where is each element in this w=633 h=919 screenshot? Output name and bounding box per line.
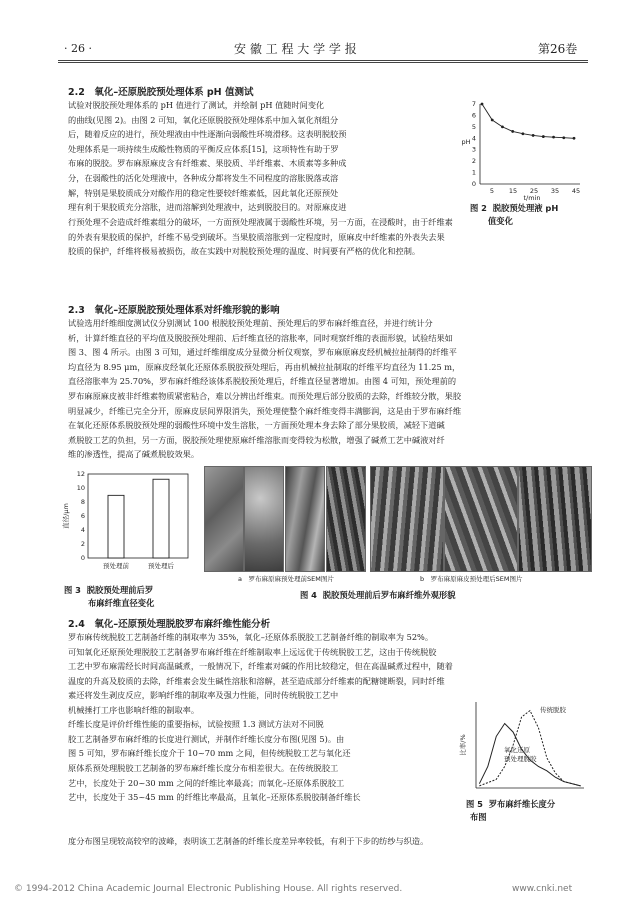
figure-3-number: 图 3: [64, 585, 81, 595]
figure-5-length-chart: [458, 690, 590, 798]
data-point: [562, 136, 565, 139]
sem-photo-a2: [244, 466, 284, 572]
y-tick-label: 8: [80, 498, 85, 506]
text-line: 试验对脱胶预处理体系的 pH 值进行了测试，并绘制 pH 值随时间变化: [68, 100, 325, 110]
text-line: 后，随着反应的进行，预处理液由中性逐渐向弱酸性环境滑移。这表明脱胶预: [68, 129, 347, 140]
y-axis-label: pH: [461, 138, 471, 146]
figure-5-caption: [466, 798, 555, 810]
figure-3-caption-line2: 布麻纤维直径变化: [88, 598, 155, 608]
text-line: 图 5 可知，罗布麻纤维长度介于 10~70 mm 之间，但传统脱胶工艺与氧化还: [68, 748, 351, 759]
data-point: [501, 125, 504, 128]
section-2-3-heading: 2.3 氧化–还原脱胶预处理体系对纤维形貌的影响: [68, 305, 280, 316]
y-axis-label: 比率/%: [459, 734, 467, 756]
text-line: 可知氧化还原预处理脱胶工艺制备罗布麻纤维在纤维制取率上远远优于传统脱胶工艺，这由于传统脱胶: [68, 646, 437, 657]
text-line: 的外表有果胶质的保护，纤维不易受到破坏。当果胶质溶胀到一定程度时，原麻皮中纤维素的外表失去果: [68, 231, 445, 242]
figure-3-caption: [64, 584, 153, 596]
data-point: [481, 103, 484, 106]
y-axis-label: 直径/μm: [62, 503, 70, 529]
text-line: 解，特别是果胶质成分对酸作用的稳定性要较纤维素低，因此氧化还原预处: [68, 187, 339, 198]
text-line: 理有利于果胶质充分溶胀，进而溶解到处理液中，达到脱胶目的。对原麻皮进: [68, 202, 347, 213]
y-tick-label: 0: [471, 180, 476, 188]
copyright-line: © 1994-2012 China Academic Journal Electronic Publishing House. All rights reserved.: [14, 884, 403, 894]
data-point: [552, 136, 555, 139]
text-line: 工艺中罗布麻需经长时间高温碱煮，一般情况下，纤维素对碱的作用比较稳定，但在高温碱煮过程中，随着: [68, 661, 453, 672]
text-line: 艺中，长度处于 20~30 mm 之间的纤维比率最高；而氧化–还原体系脱胶工: [68, 777, 345, 788]
y-tick-label: 2: [80, 540, 85, 548]
x-tick-label: 15: [508, 187, 518, 195]
y-tick-label: 4: [80, 526, 85, 534]
text-line: 素还将发生剥皮反应，影响纤维的制取率及强力性能，同时传统脱胶工艺中: [68, 690, 339, 700]
data-point: [491, 119, 494, 122]
figure-2-ph-chart: [460, 94, 590, 204]
x-tick-label: 25: [529, 187, 539, 195]
page-number: · 26 ·: [64, 42, 92, 55]
figure-4-number: 图 4: [300, 590, 317, 600]
figure-2-caption-line2: 值变化: [488, 216, 513, 226]
y-tick-label: 1: [471, 168, 476, 177]
x-tick-label: 45: [571, 187, 581, 195]
legend-redox-2: 预处理脱胶: [504, 755, 537, 763]
data-point: [521, 132, 524, 135]
x-tick-label: 35: [550, 187, 560, 195]
figure-4-label-a: a 罗布麻原麻预处理前SEM图片: [238, 575, 334, 583]
text-line: 试验选用纤维细度测试仪分别测试 100 根脱胶预处理前、预处理后的罗布麻纤维直径，并进行统计分: [68, 318, 433, 328]
section-2-4-text-last: [68, 834, 588, 849]
figure-4-label-b: b 罗布麻原麻皮预处理后SEM图片: [420, 575, 523, 583]
text-line: 均直径为 8.95 μm，原麻皮经氧化还原体系脱胶预处理后，再由机械拉扯制取的纤维平均直径为 11.25 m，: [68, 361, 461, 372]
figure-3-title: 脱胶预处理前后罗: [86, 585, 154, 595]
text-line: 机械捶打工序也影响纤维的制取率。: [68, 704, 200, 715]
figure-2-title: 脱胶预处理液 pH: [492, 203, 559, 213]
text-line: 胶工艺制备罗布麻纤维的长度进行测试，并制作纤维长度分布图(见图 5)。由: [68, 733, 345, 744]
figure-5-number: 图 5: [466, 799, 483, 809]
text-line: 纤维长度是评价纤维性能的重要指标，试验按照 1.3 测试方法对不同脱: [68, 719, 324, 730]
bar-before: [108, 495, 124, 558]
category-label: 预处理前: [103, 562, 129, 570]
site-link[interactable]: www.cnki.net: [512, 884, 573, 894]
text-line: 胶质的保护，纤维将极易被损伤，故在实践中对脱胶预处理的温度、时间要有严格的优化和控制。: [68, 246, 421, 257]
sem-photo-b1: [285, 466, 325, 572]
figure-4-title: 脱胶预处理前后罗布麻纤维外观形貌: [322, 590, 456, 600]
figure-2-caption: [470, 202, 558, 214]
header-rule-2: [58, 62, 588, 63]
series-redox-line: [479, 711, 580, 786]
text-line: 明显减少，纤维已完全分开，原麻皮层间界限消失，预处理使整个麻纤维变得丰满膨润，这是由于罗布麻纤维: [68, 405, 462, 416]
section-2-4-text-full: [68, 630, 588, 688]
y-tick-label: 3: [471, 145, 476, 154]
text-line: 温度的升高及胶质的去除，纤维素会发生碱性溶胀和溶解，甚至造成部分纤维素的配糖键断裂，同时纤维: [68, 675, 445, 686]
text-line: 维的渗透性，提高了碱煮脱胶效果。: [68, 449, 200, 460]
figure-3-diameter-chart: [60, 462, 198, 584]
bar-after: [153, 479, 169, 558]
text-line: 分，在弱酸性的活化处理液中，各种成分都将发生不同程度的溶胀脱落或溶: [68, 172, 339, 183]
journal-title: 安 徽 工 程 大 学 学 报: [234, 42, 357, 56]
text-line: 析，计算纤维直径的平均值及脱胶预处理前、后纤维直径的溶胀率，同时观察纤维的表面形貌，试验结果如: [68, 332, 453, 343]
section-2-4-text-mid: [68, 688, 454, 805]
data-point: [573, 137, 576, 140]
sem-photo-b2: [326, 466, 366, 572]
text-line: 图 3、图 4 所示。由图 3 可知，通过纤维细度成分显微分析仪观察，罗布麻原麻皮经机械拉扯制得的纤维平: [68, 347, 457, 358]
text-line: 罗布麻原麻皮被非纤维素物质紧密粘合，难以分辨出纤维束。而预处理后部分胶质的去除，纤维较分散，果胶: [68, 390, 462, 401]
figure-2-number: 图 2: [470, 203, 487, 213]
text-line: 艺中，长度处于 35~45 mm 的纤维比率最高，且氧化–还原体系脱胶制备纤维长: [68, 792, 361, 803]
y-tick-label: 0: [80, 554, 85, 562]
text-line: 处理体系是一项持续生成酸性物质的平衡反应体系[15]，这项特性有助于罗: [68, 143, 339, 154]
y-tick-label: 12: [76, 470, 85, 478]
sem-photo-a1: [204, 466, 244, 572]
section-2-3-text: [68, 316, 588, 462]
header-rule: [58, 60, 588, 61]
plot-frame: [88, 474, 188, 558]
section-2-2-text: [68, 98, 454, 215]
y-tick-label: 7: [471, 100, 476, 108]
section-2-4-heading: 2.4 氧化–还原预处理脱胶罗布麻纤维性能分析: [68, 619, 271, 630]
text-line: 在氧化还原体系脱胶预处理的弱酸性环境中发生溶胀，一方面预处理本身去除了部分果胶质，减轻下道碱: [68, 420, 445, 431]
section-2-2-heading: 2.2 氧化–还原脱胶预处理体系 pH 值测试: [68, 87, 254, 98]
figure-4-caption: [300, 589, 456, 601]
text-line: 布麻的脱胶。罗布麻原麻皮含有纤维素、果胶质、半纤维素、木质素等多种成: [68, 158, 347, 169]
y-tick-label: 6: [471, 111, 476, 120]
y-tick-label: 4: [471, 134, 476, 143]
data-point: [511, 130, 514, 133]
x-axis-label: t/min: [523, 194, 541, 202]
category-label: 预处理后: [148, 562, 174, 570]
volume-label: 第26卷: [538, 42, 578, 56]
sem-photo-c1: [370, 466, 444, 572]
text-line: 直径溶胀率为 25.70%，罗布麻纤维经该体系脱胶预处理后，纤维直径显著增加。由图 4 可知，预处理前的: [68, 376, 457, 387]
ph-curve: [482, 104, 574, 138]
legend-traditional: 传统脱胶: [540, 706, 566, 714]
y-tick-label: 5: [471, 122, 476, 131]
legend-redox: 氧化还原: [504, 746, 530, 754]
y-tick-label: 10: [76, 484, 85, 492]
sem-photo-c2: [444, 466, 518, 572]
text-line: 煮脱胶工艺的负担，另一方面，脱胶预处理使原麻纤维溶胀而变得较为松散，增强了碱煮工艺中碱液对纤: [68, 434, 445, 445]
figure-5-caption-line2: 布图: [470, 812, 487, 822]
data-point: [532, 134, 535, 137]
text-line: 的曲线(见图 2)。由图 2 可知，氧化还原脱胶预处理体系中加入氧化剂组分: [68, 114, 339, 125]
figure-5-title: 罗布麻纤维长度分: [488, 799, 556, 809]
y-tick-label: 6: [80, 512, 85, 520]
text-line: 度分布图呈现较高较窄的波峰，表明该工艺制备的纤维长度差异率较低，有利于下步的纺纱与织造。: [68, 836, 429, 846]
y-tick-label: 2: [471, 157, 476, 166]
text-line: 原体系预处理脱胶工艺制备的罗布麻纤维长度分布相差很大。在传统脱胶工: [68, 762, 339, 773]
text-line: 行预处理不会造成纤维素组分的破坏，一方面预处理液属于弱酸性环境，另一方面，在浸酸时，由于纤维素: [68, 217, 453, 227]
text-line: 罗布麻传统脱胶工艺制备纤维的制取率为 35%，氧化–还原体系脱胶工艺制备纤维的制取率为 52%。: [68, 632, 434, 642]
sem-photo-c3: [518, 466, 592, 572]
data-point: [542, 135, 545, 138]
x-tick-label: 5: [489, 187, 495, 195]
